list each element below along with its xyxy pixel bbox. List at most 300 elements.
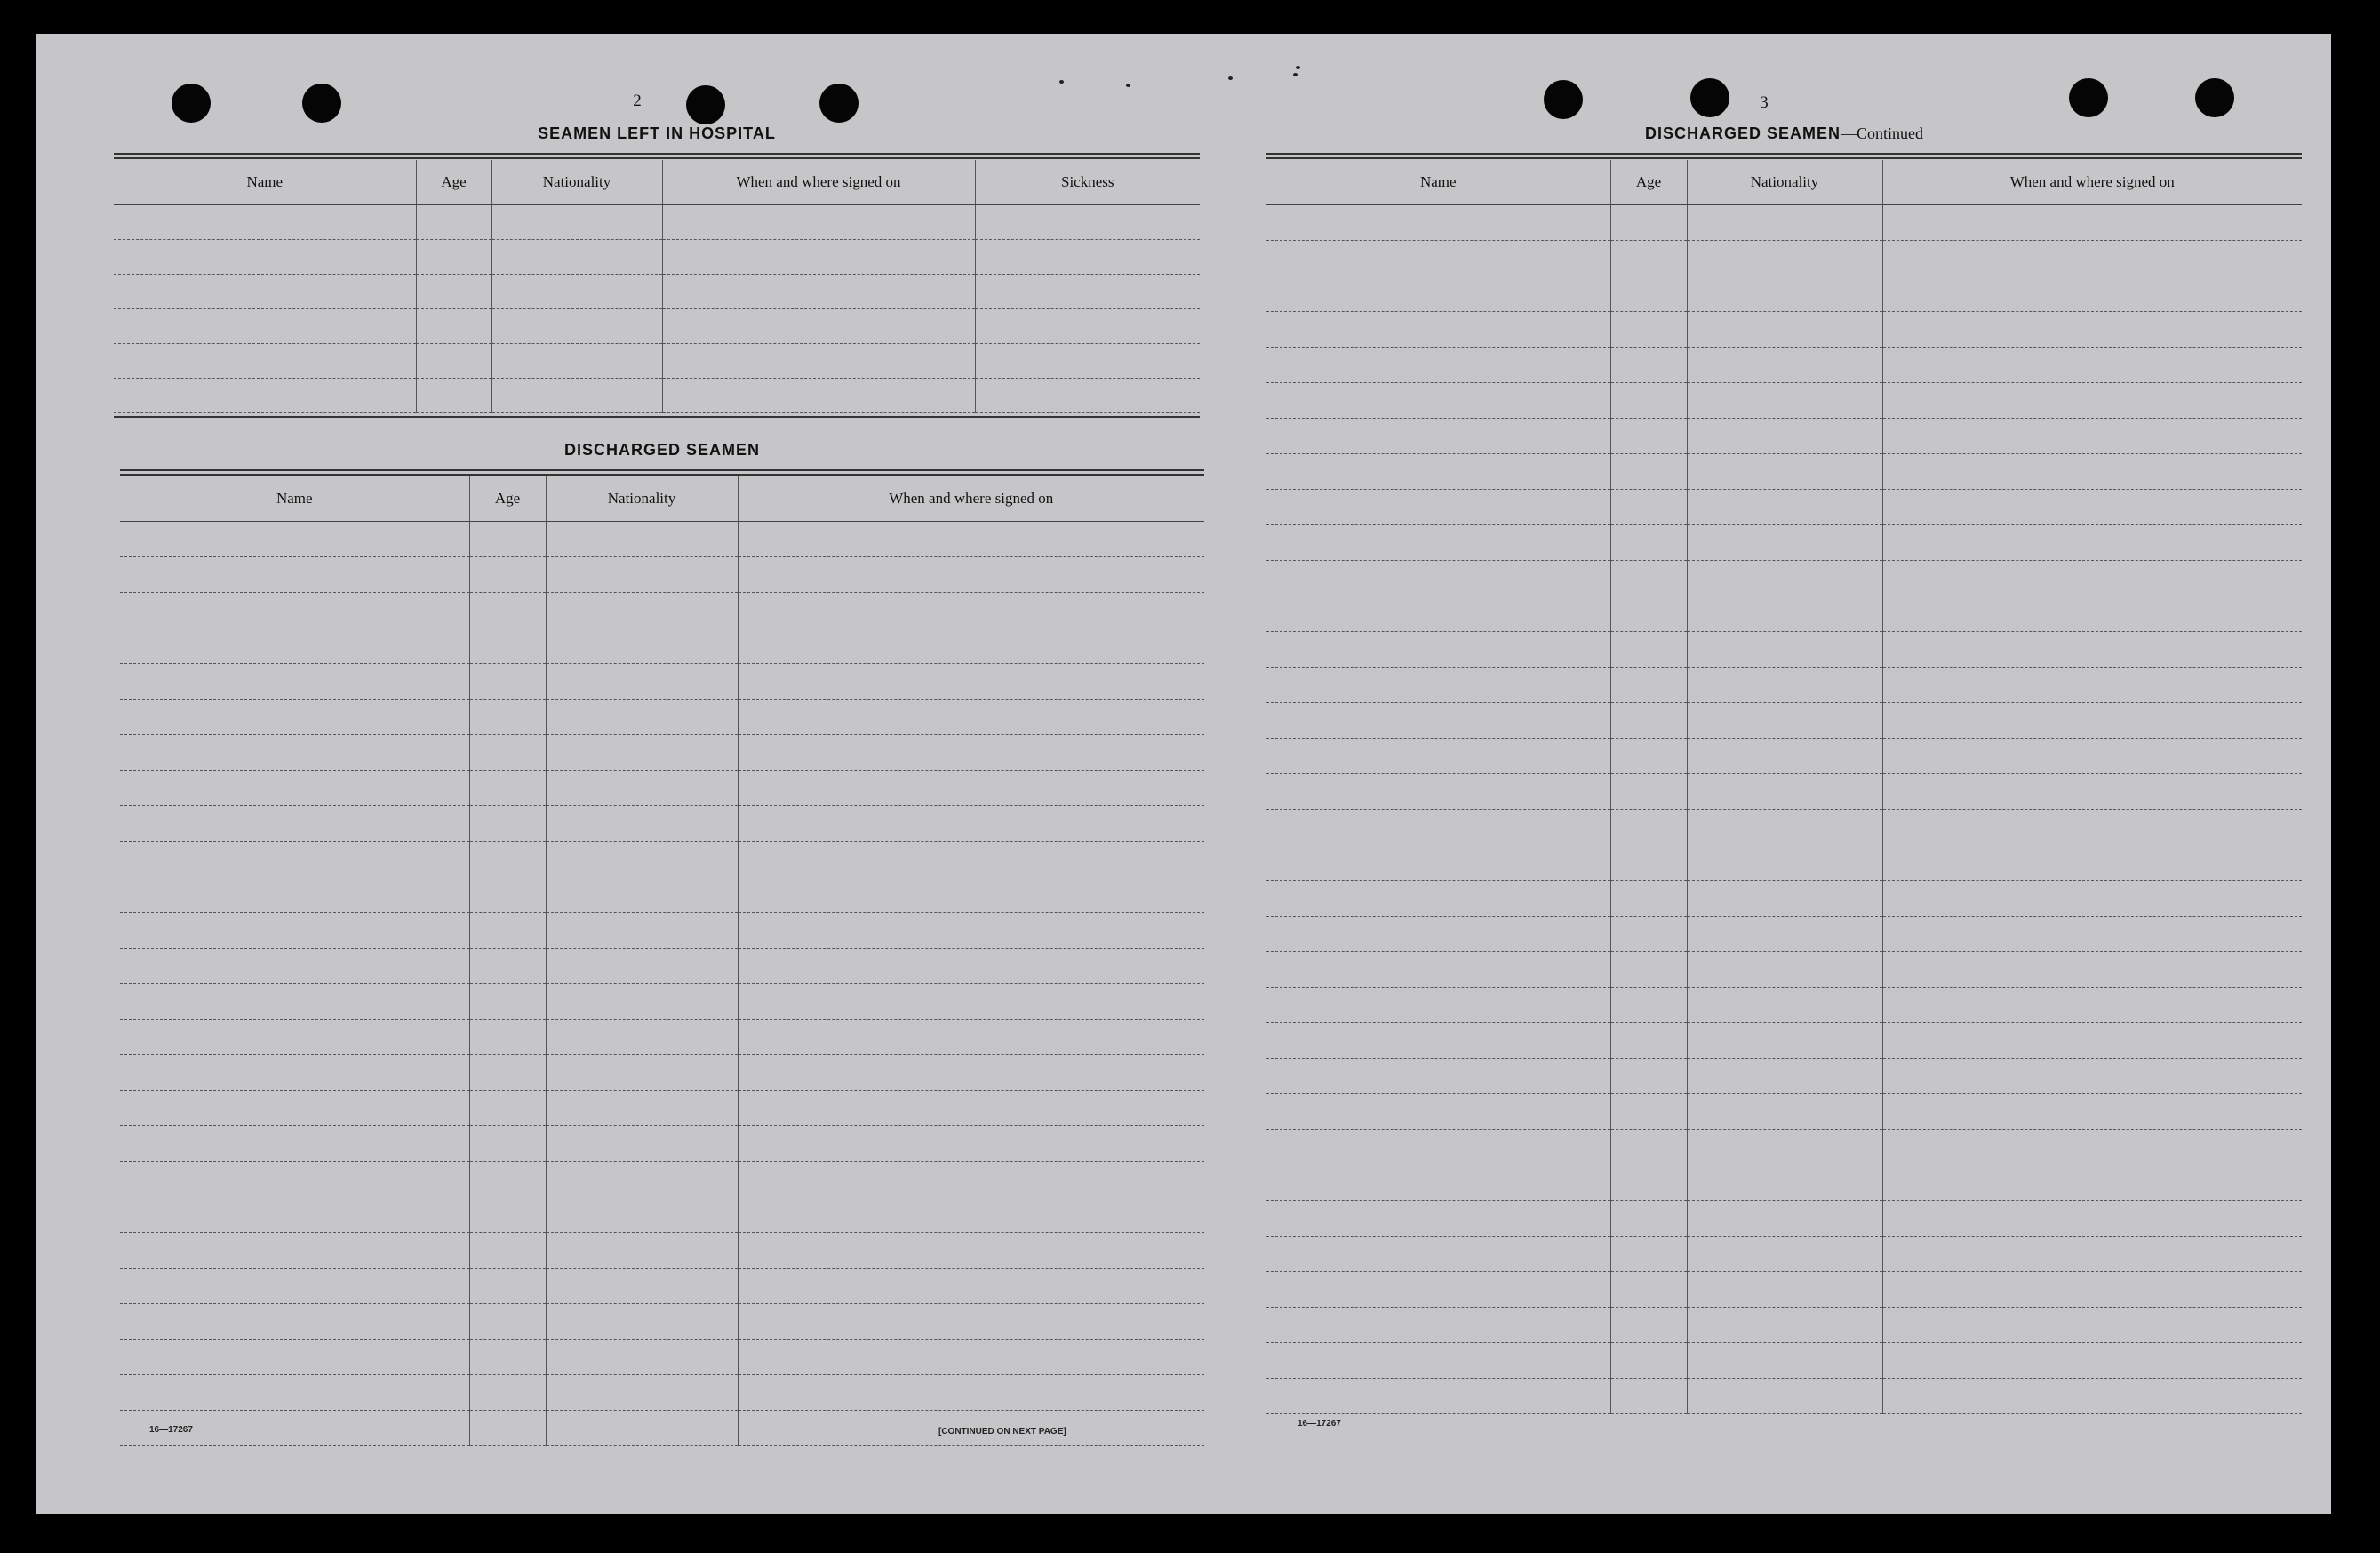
entry-cell[interactable] [546, 1126, 738, 1162]
entry-cell[interactable] [1610, 1059, 1687, 1094]
entry-cell[interactable] [738, 771, 1204, 806]
entry-cell[interactable] [120, 771, 469, 806]
entry-cell[interactable] [1687, 774, 1882, 810]
entry-cell[interactable] [1687, 810, 1882, 845]
entry-cell[interactable] [1610, 454, 1687, 490]
entry-cell[interactable] [1687, 312, 1882, 348]
entry-cell[interactable] [1687, 490, 1882, 525]
entry-cell[interactable] [1882, 205, 2302, 241]
entry-cell[interactable] [975, 344, 1200, 379]
entry-cell[interactable] [738, 1091, 1204, 1126]
entry-cell[interactable] [1687, 881, 1882, 917]
entry-cell[interactable] [546, 877, 738, 913]
entry-cell[interactable] [546, 842, 738, 877]
entry-cell[interactable] [1266, 561, 1610, 596]
entry-cell[interactable] [738, 877, 1204, 913]
table-row [1266, 810, 2302, 845]
entry-cell[interactable] [1687, 988, 1882, 1023]
entry-cell[interactable] [1266, 490, 1610, 525]
entry-cell[interactable] [1882, 454, 2302, 490]
entry-cell[interactable] [1266, 917, 1610, 952]
column-header: Nationality [546, 476, 738, 522]
table-row [120, 1162, 1204, 1197]
entry-cell[interactable] [1687, 525, 1882, 561]
entry-cell[interactable] [120, 628, 469, 664]
entry-cell[interactable] [1610, 632, 1687, 668]
entry-cell[interactable] [1687, 845, 1882, 881]
entry-cell[interactable] [546, 522, 738, 557]
table-row [120, 913, 1204, 949]
entry-cell[interactable] [120, 877, 469, 913]
entry-cell[interactable] [662, 309, 975, 344]
entry-cell[interactable] [469, 557, 546, 593]
entry-cell[interactable] [546, 1233, 738, 1269]
entry-cell[interactable] [1610, 1237, 1687, 1272]
entry-cell[interactable] [469, 877, 546, 913]
entry-cell[interactable] [491, 344, 662, 379]
entry-cell[interactable] [1882, 1094, 2302, 1130]
entry-cell[interactable] [114, 275, 416, 309]
table-row [1266, 383, 2302, 419]
entry-cell[interactable] [1687, 917, 1882, 952]
entry-cell[interactable] [546, 628, 738, 664]
entry-cell[interactable] [546, 593, 738, 628]
entry-cell[interactable] [491, 379, 662, 413]
entry-cell[interactable] [1882, 1201, 2302, 1237]
entry-cell[interactable] [738, 1304, 1204, 1340]
entry-cell[interactable] [738, 628, 1204, 664]
entry-cell[interactable] [469, 735, 546, 771]
entry-cell[interactable] [1882, 774, 2302, 810]
entry-cell[interactable] [1266, 1237, 1610, 1272]
entry-cell[interactable] [114, 379, 416, 413]
entry-cell[interactable] [546, 735, 738, 771]
entry-cell[interactable] [469, 1020, 546, 1055]
entry-cell[interactable] [546, 1197, 738, 1233]
entry-cell[interactable] [1610, 1343, 1687, 1379]
entry-cell[interactable] [1610, 205, 1687, 241]
entry-cell[interactable] [469, 806, 546, 842]
entry-cell[interactable] [1610, 1272, 1687, 1308]
entry-cell[interactable] [1266, 703, 1610, 739]
entry-cell[interactable] [1687, 739, 1882, 774]
punch-hole [2195, 78, 2234, 117]
entry-cell[interactable] [1266, 1308, 1610, 1343]
entry-cell[interactable] [416, 275, 491, 309]
entry-cell[interactable] [1882, 739, 2302, 774]
entry-cell[interactable] [1882, 1343, 2302, 1379]
entry-cell[interactable] [1266, 348, 1610, 383]
table-row [114, 275, 1200, 309]
entry-cell[interactable] [1882, 952, 2302, 988]
column-header: Sickness [975, 160, 1200, 205]
entry-cell[interactable] [1882, 632, 2302, 668]
entry-cell[interactable] [120, 664, 469, 700]
entry-cell[interactable] [1882, 1237, 2302, 1272]
entry-cell[interactable] [1266, 1130, 1610, 1165]
entry-cell[interactable] [120, 1233, 469, 1269]
entry-cell[interactable] [1610, 1023, 1687, 1059]
entry-cell[interactable] [1266, 632, 1610, 668]
entry-cell[interactable] [1266, 419, 1610, 454]
entry-cell[interactable] [738, 700, 1204, 735]
entry-cell[interactable] [662, 240, 975, 275]
entry-cell[interactable] [1610, 419, 1687, 454]
entry-cell[interactable] [1687, 1237, 1882, 1272]
entry-cell[interactable] [120, 984, 469, 1020]
entry-cell[interactable] [1687, 1094, 1882, 1130]
entry-cell[interactable] [120, 913, 469, 949]
entry-cell[interactable] [416, 240, 491, 275]
entry-cell[interactable] [1687, 952, 1882, 988]
entry-cell[interactable] [738, 984, 1204, 1020]
table-row [120, 522, 1204, 557]
entry-cell[interactable] [738, 1233, 1204, 1269]
entry-cell[interactable] [738, 664, 1204, 700]
entry-cell[interactable] [1610, 1165, 1687, 1201]
entry-cell[interactable] [1882, 810, 2302, 845]
entry-cell[interactable] [738, 949, 1204, 984]
entry-cell[interactable] [738, 1055, 1204, 1091]
entry-cell[interactable] [1266, 383, 1610, 419]
entry-cell[interactable] [1882, 419, 2302, 454]
entry-cell[interactable] [469, 1340, 546, 1375]
entry-cell[interactable] [738, 806, 1204, 842]
entry-cell[interactable] [120, 1269, 469, 1304]
table-row [1266, 490, 2302, 525]
entry-cell[interactable] [662, 205, 975, 240]
entry-cell[interactable] [1687, 1059, 1882, 1094]
entry-cell[interactable] [1687, 1130, 1882, 1165]
entry-cell[interactable] [1266, 596, 1610, 632]
entry-cell[interactable] [1882, 1308, 2302, 1343]
entry-cell[interactable] [469, 700, 546, 735]
entry-cell[interactable] [469, 1055, 546, 1091]
entry-cell[interactable] [469, 949, 546, 984]
entry-cell[interactable] [1610, 561, 1687, 596]
entry-cell[interactable] [469, 1162, 546, 1197]
entry-cell[interactable] [546, 1411, 738, 1446]
entry-cell[interactable] [1266, 774, 1610, 810]
entry-cell[interactable] [120, 1162, 469, 1197]
entry-cell[interactable] [469, 593, 546, 628]
entry-cell[interactable] [120, 842, 469, 877]
entry-cell[interactable] [1882, 988, 2302, 1023]
table-row [1266, 845, 2302, 881]
entry-cell[interactable] [1687, 561, 1882, 596]
speck [1126, 84, 1130, 87]
entry-cell[interactable] [1882, 1059, 2302, 1094]
entry-cell[interactable] [546, 1055, 738, 1091]
entry-cell[interactable] [975, 275, 1200, 309]
entry-cell[interactable] [546, 664, 738, 700]
entry-cell[interactable] [491, 309, 662, 344]
entry-cell[interactable] [120, 1375, 469, 1411]
entry-cell[interactable] [469, 664, 546, 700]
entry-cell[interactable] [662, 379, 975, 413]
entry-cell[interactable] [1687, 383, 1882, 419]
entry-cell[interactable] [120, 1020, 469, 1055]
entry-cell[interactable] [120, 1340, 469, 1375]
entry-cell[interactable] [546, 557, 738, 593]
entry-cell[interactable] [1882, 383, 2302, 419]
table-row [114, 240, 1200, 275]
entry-cell[interactable] [469, 771, 546, 806]
entry-cell[interactable] [114, 309, 416, 344]
entry-cell[interactable] [1882, 490, 2302, 525]
table-row [1266, 632, 2302, 668]
entry-cell[interactable] [546, 806, 738, 842]
entry-cell[interactable] [1266, 1094, 1610, 1130]
discharged-section-title: DISCHARGED SEAMEN [563, 441, 761, 459]
entry-cell[interactable] [1266, 205, 1610, 241]
entry-cell[interactable] [469, 1091, 546, 1126]
entry-cell[interactable] [1882, 668, 2302, 703]
entry-cell[interactable] [738, 1162, 1204, 1197]
entry-cell[interactable] [469, 1197, 546, 1233]
entry-cell[interactable] [1882, 525, 2302, 561]
entry-cell[interactable] [1687, 1165, 1882, 1201]
entry-cell[interactable] [1266, 952, 1610, 988]
entry-cell[interactable] [416, 379, 491, 413]
entry-cell[interactable] [1266, 1379, 1610, 1414]
entry-cell[interactable] [546, 1269, 738, 1304]
entry-cell[interactable] [1610, 845, 1687, 881]
entry-cell[interactable] [1266, 988, 1610, 1023]
entry-cell[interactable] [491, 205, 662, 240]
entry-cell[interactable] [1610, 917, 1687, 952]
entry-cell[interactable] [491, 275, 662, 309]
table-row [1266, 739, 2302, 774]
entry-cell[interactable] [1610, 1130, 1687, 1165]
entry-cell[interactable] [546, 700, 738, 735]
entry-cell[interactable] [1266, 312, 1610, 348]
entry-cell[interactable] [1687, 454, 1882, 490]
entry-cell[interactable] [546, 949, 738, 984]
entry-cell[interactable] [738, 522, 1204, 557]
entry-cell[interactable] [469, 1375, 546, 1411]
entry-cell[interactable] [120, 949, 469, 984]
entry-cell[interactable] [120, 735, 469, 771]
entry-cell[interactable] [1610, 703, 1687, 739]
entry-cell[interactable] [1266, 668, 1610, 703]
entry-cell[interactable] [546, 984, 738, 1020]
entry-cell[interactable] [469, 984, 546, 1020]
entry-cell[interactable] [1882, 348, 2302, 383]
discharged-table [120, 476, 1204, 1446]
entry-cell[interactable] [469, 1304, 546, 1340]
entry-cell[interactable] [738, 842, 1204, 877]
entry-cell[interactable] [1882, 1165, 2302, 1201]
entry-cell[interactable] [1610, 490, 1687, 525]
entry-cell[interactable] [114, 344, 416, 379]
table-row [1266, 1023, 2302, 1059]
entry-cell[interactable] [120, 1055, 469, 1091]
entry-cell[interactable] [738, 1269, 1204, 1304]
entry-cell[interactable] [1610, 1201, 1687, 1237]
entry-cell[interactable] [120, 522, 469, 557]
table-row [120, 949, 1204, 984]
hospital-bottom-rule [114, 416, 1200, 418]
entry-cell[interactable] [469, 1269, 546, 1304]
entry-cell[interactable] [1882, 845, 2302, 881]
column-header: Age [469, 476, 546, 522]
entry-cell[interactable] [1610, 525, 1687, 561]
entry-cell[interactable] [1687, 1272, 1882, 1308]
entry-cell[interactable] [1687, 1308, 1882, 1343]
entry-cell[interactable] [1610, 774, 1687, 810]
entry-cell[interactable] [1687, 205, 1882, 241]
entry-cell[interactable] [1266, 739, 1610, 774]
entry-cell[interactable] [1882, 241, 2302, 276]
entry-cell[interactable] [1882, 1130, 2302, 1165]
entry-cell[interactable] [546, 1020, 738, 1055]
table-row [120, 1020, 1204, 1055]
entry-cell[interactable] [120, 557, 469, 593]
entry-cell[interactable] [546, 1091, 738, 1126]
entry-cell[interactable] [416, 205, 491, 240]
entry-cell[interactable] [662, 275, 975, 309]
entry-cell[interactable] [1687, 703, 1882, 739]
table-row [1266, 917, 2302, 952]
hospital-title-rule [114, 153, 1200, 159]
entry-cell[interactable] [1882, 917, 2302, 952]
entry-cell[interactable] [114, 205, 416, 240]
entry-cell[interactable] [1687, 241, 1882, 276]
entry-cell[interactable] [1610, 348, 1687, 383]
table-row [1266, 205, 2302, 241]
entry-cell[interactable] [1266, 454, 1610, 490]
entry-cell[interactable] [120, 806, 469, 842]
entry-cell[interactable] [975, 309, 1200, 344]
entry-cell[interactable] [1266, 1343, 1610, 1379]
entry-cell[interactable] [738, 1340, 1204, 1375]
table-row [1266, 1272, 2302, 1308]
entry-cell[interactable] [1610, 988, 1687, 1023]
entry-cell[interactable] [469, 628, 546, 664]
entry-cell[interactable] [120, 700, 469, 735]
entry-cell[interactable] [546, 1304, 738, 1340]
entry-cell[interactable] [1610, 1094, 1687, 1130]
entry-cell[interactable] [1882, 276, 2302, 312]
entry-cell[interactable] [738, 557, 1204, 593]
entry-cell[interactable] [120, 593, 469, 628]
entry-cell[interactable] [1687, 668, 1882, 703]
entry-cell[interactable] [1610, 276, 1687, 312]
entry-cell[interactable] [114, 240, 416, 275]
entry-cell[interactable] [1610, 952, 1687, 988]
entry-cell[interactable] [120, 1091, 469, 1126]
entry-cell[interactable] [1266, 810, 1610, 845]
entry-cell[interactable] [469, 522, 546, 557]
entry-cell[interactable] [738, 593, 1204, 628]
entry-cell[interactable] [1266, 241, 1610, 276]
entry-cell[interactable] [1610, 1379, 1687, 1414]
entry-cell[interactable] [546, 1162, 738, 1197]
entry-cell[interactable] [1687, 348, 1882, 383]
entry-cell[interactable] [738, 913, 1204, 949]
entry-cell[interactable] [1687, 632, 1882, 668]
entry-cell[interactable] [1882, 1379, 2302, 1414]
entry-cell[interactable] [1610, 383, 1687, 419]
entry-cell[interactable] [120, 1126, 469, 1162]
entry-cell[interactable] [1266, 881, 1610, 917]
entry-cell[interactable] [1266, 1023, 1610, 1059]
entry-cell[interactable] [546, 1340, 738, 1375]
entry-cell[interactable] [1687, 1379, 1882, 1414]
entry-cell[interactable] [1882, 881, 2302, 917]
entry-cell[interactable] [738, 1375, 1204, 1411]
entry-cell[interactable] [1266, 1272, 1610, 1308]
entry-cell[interactable] [975, 379, 1200, 413]
entry-cell[interactable] [1266, 845, 1610, 881]
entry-cell[interactable] [1610, 241, 1687, 276]
entry-cell[interactable] [1266, 276, 1610, 312]
entry-cell[interactable] [1687, 1201, 1882, 1237]
entry-cell[interactable] [1266, 525, 1610, 561]
entry-cell[interactable] [546, 771, 738, 806]
entry-cell[interactable] [1610, 596, 1687, 632]
entry-cell[interactable] [1266, 1201, 1610, 1237]
entry-cell[interactable] [1882, 561, 2302, 596]
entry-cell[interactable] [1687, 1023, 1882, 1059]
entry-cell[interactable] [1687, 1343, 1882, 1379]
entry-cell[interactable] [1610, 1308, 1687, 1343]
entry-cell[interactable] [738, 1020, 1204, 1055]
entry-cell[interactable] [1882, 312, 2302, 348]
entry-cell[interactable] [469, 913, 546, 949]
entry-cell[interactable] [1687, 596, 1882, 632]
entry-cell[interactable] [975, 205, 1200, 240]
entry-cell[interactable] [1882, 596, 2302, 632]
column-header: Name [1266, 160, 1610, 205]
entry-cell[interactable] [1266, 1165, 1610, 1201]
entry-cell[interactable] [738, 1197, 1204, 1233]
entry-cell[interactable] [1610, 668, 1687, 703]
table-row [120, 1091, 1204, 1126]
entry-cell[interactable] [1687, 276, 1882, 312]
entry-cell[interactable] [1882, 703, 2302, 739]
table-row [1266, 312, 2302, 348]
entry-cell[interactable] [469, 1126, 546, 1162]
entry-cell[interactable] [1687, 419, 1882, 454]
entry-cell[interactable] [120, 1197, 469, 1233]
entry-cell[interactable] [1266, 1059, 1610, 1094]
entry-cell[interactable] [738, 735, 1204, 771]
entry-cell[interactable] [1610, 810, 1687, 845]
entry-cell[interactable] [738, 1126, 1204, 1162]
entry-cell[interactable] [1610, 739, 1687, 774]
entry-cell[interactable] [546, 913, 738, 949]
entry-cell[interactable] [1882, 1023, 2302, 1059]
entry-cell[interactable] [416, 344, 491, 379]
entry-cell[interactable] [1610, 312, 1687, 348]
page-number-right: 3 [1760, 93, 1769, 112]
entry-cell[interactable] [469, 842, 546, 877]
table-row [1266, 881, 2302, 917]
entry-cell[interactable] [491, 240, 662, 275]
entry-cell[interactable] [469, 1233, 546, 1269]
entry-cell[interactable] [120, 1304, 469, 1340]
table-row [120, 1340, 1204, 1375]
entry-cell[interactable] [975, 240, 1200, 275]
entry-cell[interactable] [416, 309, 491, 344]
entry-cell[interactable] [662, 344, 975, 379]
entry-cell[interactable] [1610, 881, 1687, 917]
entry-cell[interactable] [546, 1375, 738, 1411]
entry-cell[interactable] [469, 1411, 546, 1446]
entry-cell[interactable] [1882, 1272, 2302, 1308]
